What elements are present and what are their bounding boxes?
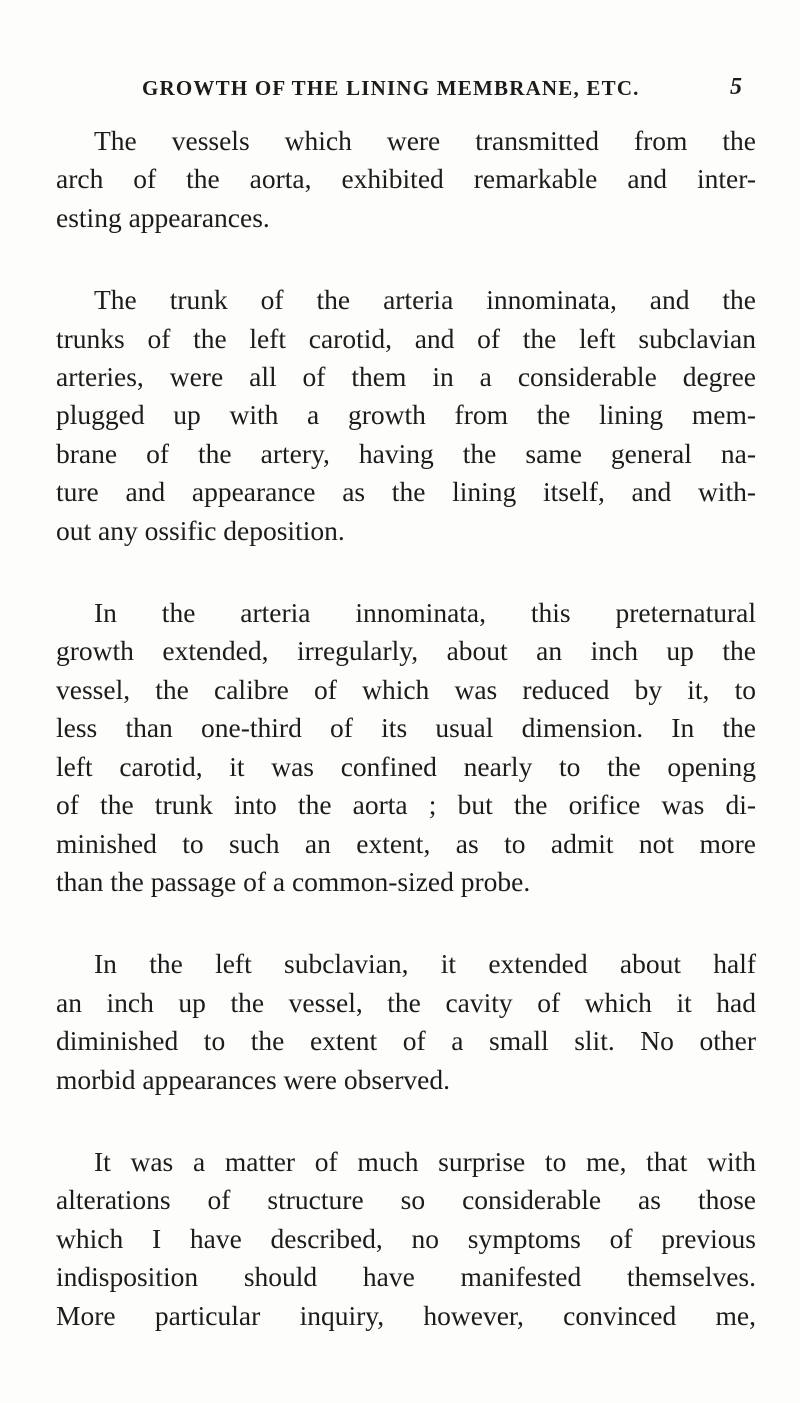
text-line: morbid appearances were observed. <box>56 1063 450 1095</box>
text-line: than the passage of a common-sized probe. <box>56 865 531 897</box>
text-line: of the trunk into the aorta ; but the orifice was di- <box>56 789 756 821</box>
body-text <box>56 122 756 1379</box>
paragraph-4 <box>56 945 756 1099</box>
text-line: an inch up the vessel, the cavity of which it had <box>56 986 756 1018</box>
text-line: In the left subclavian, it extended about half <box>94 948 756 980</box>
text-line: arteries, were all of them in a considerable degree <box>56 361 756 393</box>
paragraph-1 <box>56 122 756 237</box>
text-line: minished to such an extent, as to admit not more <box>56 827 756 859</box>
text-line: plugged up with a growth from the lining mem- <box>56 399 756 431</box>
text-line: ture and appearance as the lining itself, and with- <box>56 476 756 508</box>
text-line: In the arteria innominata, this preternatural <box>94 597 756 629</box>
paragraph-3 <box>56 594 756 901</box>
text-line: trunks of the left carotid, and of the left subclavian <box>56 322 756 354</box>
page-number: 5 <box>730 74 742 100</box>
paragraph-5 <box>56 1143 756 1335</box>
text-line: brane of the artery, having the same general na- <box>56 437 756 469</box>
text-line: diminished to the extent of a small slit. No other <box>56 1025 756 1057</box>
running-title: GROWTH OF THE LINING MEMBRANE, ETC. <box>142 76 640 100</box>
paragraph-2 <box>56 281 756 550</box>
text-line: vessel, the calibre of which was reduced by it, to <box>56 673 756 705</box>
text-line: which I have described, no symptoms of previous <box>56 1222 756 1254</box>
text-line: growth extended, irregularly, about an inch up the <box>56 635 756 667</box>
text-line: The vessels which were transmitted from the <box>94 125 756 156</box>
text-line: out any ossific deposition. <box>56 514 345 546</box>
text-line: More particular inquiry, however, convinced me, <box>56 1299 756 1331</box>
text-line: It was a matter of much surprise to me, that with <box>94 1145 756 1177</box>
text-line: indisposition should have manifested themselves. <box>56 1261 756 1293</box>
text-line: The trunk of the arteria innominata, and the <box>94 284 756 316</box>
text-line: left carotid, it was confined nearly to the opening <box>56 750 756 782</box>
text-line: arch of the aorta, exhibited remarkable and inter- <box>56 163 756 195</box>
text-line: less than one-third of its usual dimension. In the <box>56 712 756 744</box>
text-line: alterations of structure so considerable as those <box>56 1184 756 1216</box>
text-line: esting appearances. <box>56 201 270 233</box>
running-head <box>142 76 742 106</box>
